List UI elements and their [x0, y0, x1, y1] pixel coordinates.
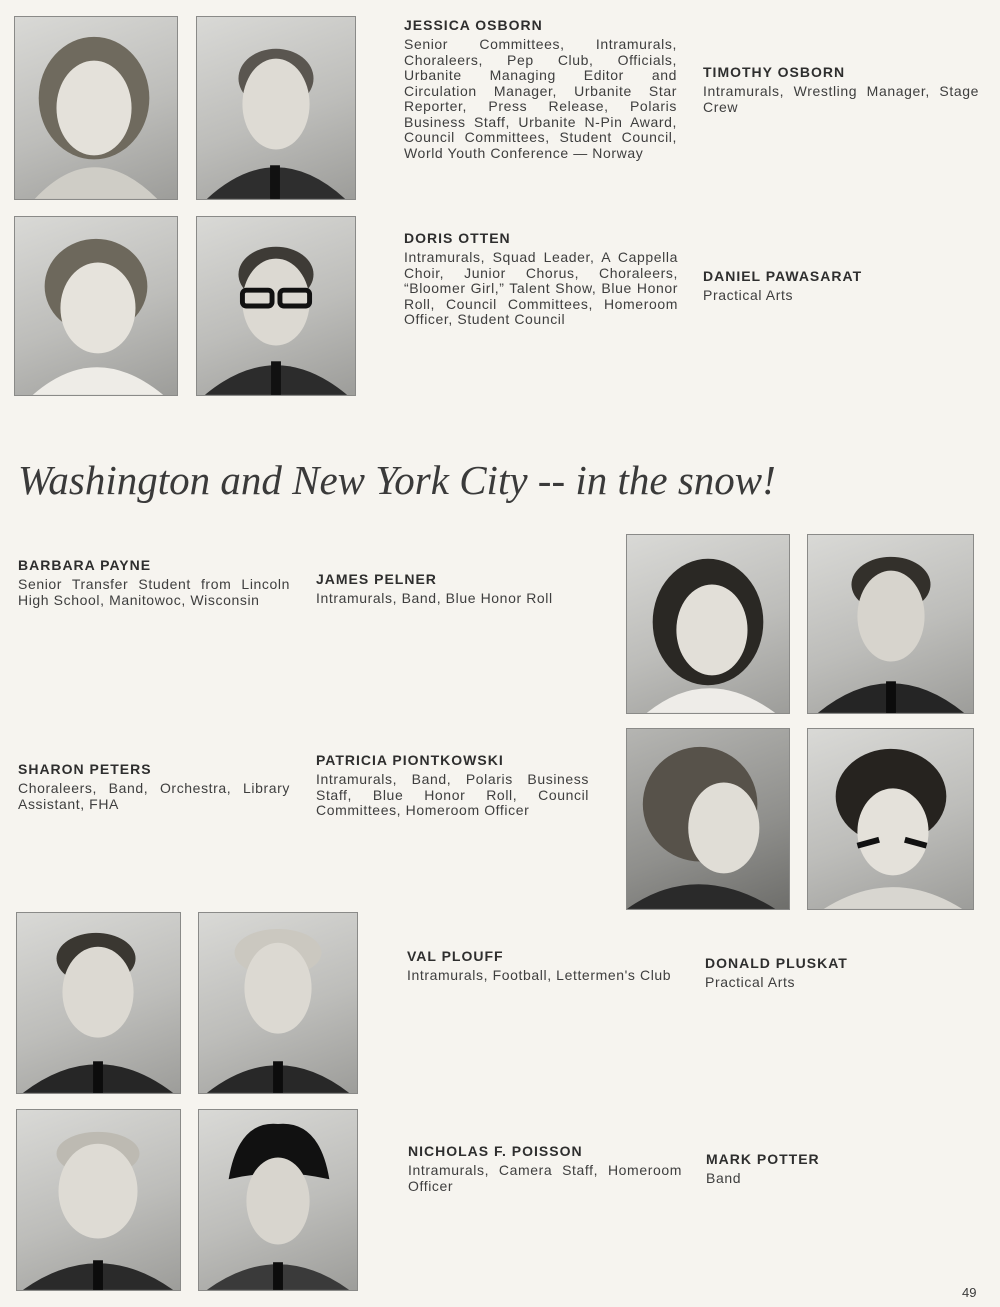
- portrait-icon: [15, 17, 177, 199]
- entry-val-plouff: [407, 948, 681, 984]
- student-name: NICHOLAS F. POISSON: [408, 1143, 583, 1159]
- entry-barbara-payne: [18, 557, 290, 608]
- student-name: BARBARA PAYNE: [18, 557, 152, 573]
- photo-mark-potter: [198, 1109, 358, 1291]
- entry-james-pelner: [316, 571, 606, 607]
- photo-sharon-peters: [626, 728, 790, 910]
- student-activities: Intramurals, Football, Lettermen's Club: [407, 967, 672, 983]
- portrait-icon: [17, 913, 180, 1093]
- student-name: DANIEL PAWASARAT: [703, 268, 863, 284]
- student-activities: Practical Arts: [705, 974, 796, 990]
- student-name: SHARON PETERS: [18, 761, 152, 777]
- entry-sharon-peters: [18, 761, 290, 812]
- page-number: 49: [962, 1285, 977, 1300]
- portrait-icon: [808, 729, 973, 909]
- student-name: PATRICIA PIONTKOWSKI: [316, 752, 504, 768]
- student-activities: Intramurals, Squad Leader, A Cappella Choir, Junior Chorus, Choraleers, “Bloomer Girl,” Talent Show, Blue Honor Roll, Council Committees, Homeroom Officer, Student Council: [404, 249, 678, 327]
- portrait-icon: [197, 17, 355, 199]
- portrait-icon: [808, 535, 973, 713]
- student-name: MARK POTTER: [706, 1151, 820, 1167]
- entry-mark-potter: [706, 1151, 980, 1187]
- student-activities: Intramurals, Band, Blue Honor Roll: [316, 590, 553, 606]
- student-name: DORIS OTTEN: [404, 230, 511, 246]
- portrait-icon: [17, 1110, 180, 1290]
- student-name: TIMOTHY OSBORN: [703, 64, 846, 80]
- photo-patricia-piontkowski: [807, 728, 974, 910]
- entry-donald-pluskat: [705, 955, 979, 991]
- photo-donald-pluskat: [198, 912, 358, 1094]
- photo-nicholas-poisson: [16, 1109, 181, 1291]
- entry-daniel-pawasarat: [703, 268, 979, 304]
- photo-val-plouff: [16, 912, 181, 1094]
- student-name: JESSICA OSBORN: [404, 17, 543, 33]
- student-activities: Senior Transfer Student from Lincoln High School, Manitowoc, Wisconsin: [18, 576, 290, 608]
- student-name: JAMES PELNER: [316, 571, 437, 587]
- portrait-icon: [15, 217, 177, 395]
- photo-james-pelner: [807, 534, 974, 714]
- student-name: VAL PLOUFF: [407, 948, 504, 964]
- photo-jessica-osborn: [14, 16, 178, 200]
- entry-patricia-piontkowski: [316, 752, 589, 819]
- student-activities: Intramurals, Wrestling Manager, Stage Crew: [703, 83, 979, 115]
- portrait-icon: [627, 535, 789, 713]
- entry-jessica-osborn: [404, 17, 677, 161]
- portrait-icon: [627, 729, 789, 909]
- photo-timothy-osborn: [196, 16, 356, 200]
- portrait-icon: [197, 217, 355, 395]
- student-activities: Practical Arts: [703, 287, 794, 303]
- photo-barbara-payne: [626, 534, 790, 714]
- section-headline: Washington and New York City -- in the snow!: [18, 457, 776, 503]
- student-activities: Intramurals, Camera Staff, Homeroom Officer: [408, 1162, 682, 1194]
- student-name: DONALD PLUSKAT: [705, 955, 848, 971]
- student-activities: Intramurals, Band, Polaris Business Staff, Blue Honor Roll, Council Committees, Homeroom Officer: [316, 771, 589, 818]
- entry-nicholas-poisson: [408, 1143, 682, 1194]
- entry-doris-otten: [404, 230, 678, 328]
- student-activities: Choraleers, Band, Orchestra, Library Assistant, FHA: [18, 780, 290, 812]
- portrait-icon: [199, 913, 357, 1093]
- portrait-icon: [199, 1110, 357, 1290]
- photo-daniel-pawasarat: [196, 216, 356, 396]
- student-activities: Senior Committees, Intramurals, Choraleers, Pep Club, Officials, Urbanite Managing Editor and Circulation Manager, Urbanite Star Reporter, Press Release, Polaris Business Staff, Urbanite N-Pin Award, Council Committees, Student Council, World Youth Conference — Norway: [404, 36, 677, 161]
- entry-timothy-osborn: [703, 64, 979, 115]
- student-activities: Band: [706, 1170, 742, 1186]
- photo-doris-otten: [14, 216, 178, 396]
